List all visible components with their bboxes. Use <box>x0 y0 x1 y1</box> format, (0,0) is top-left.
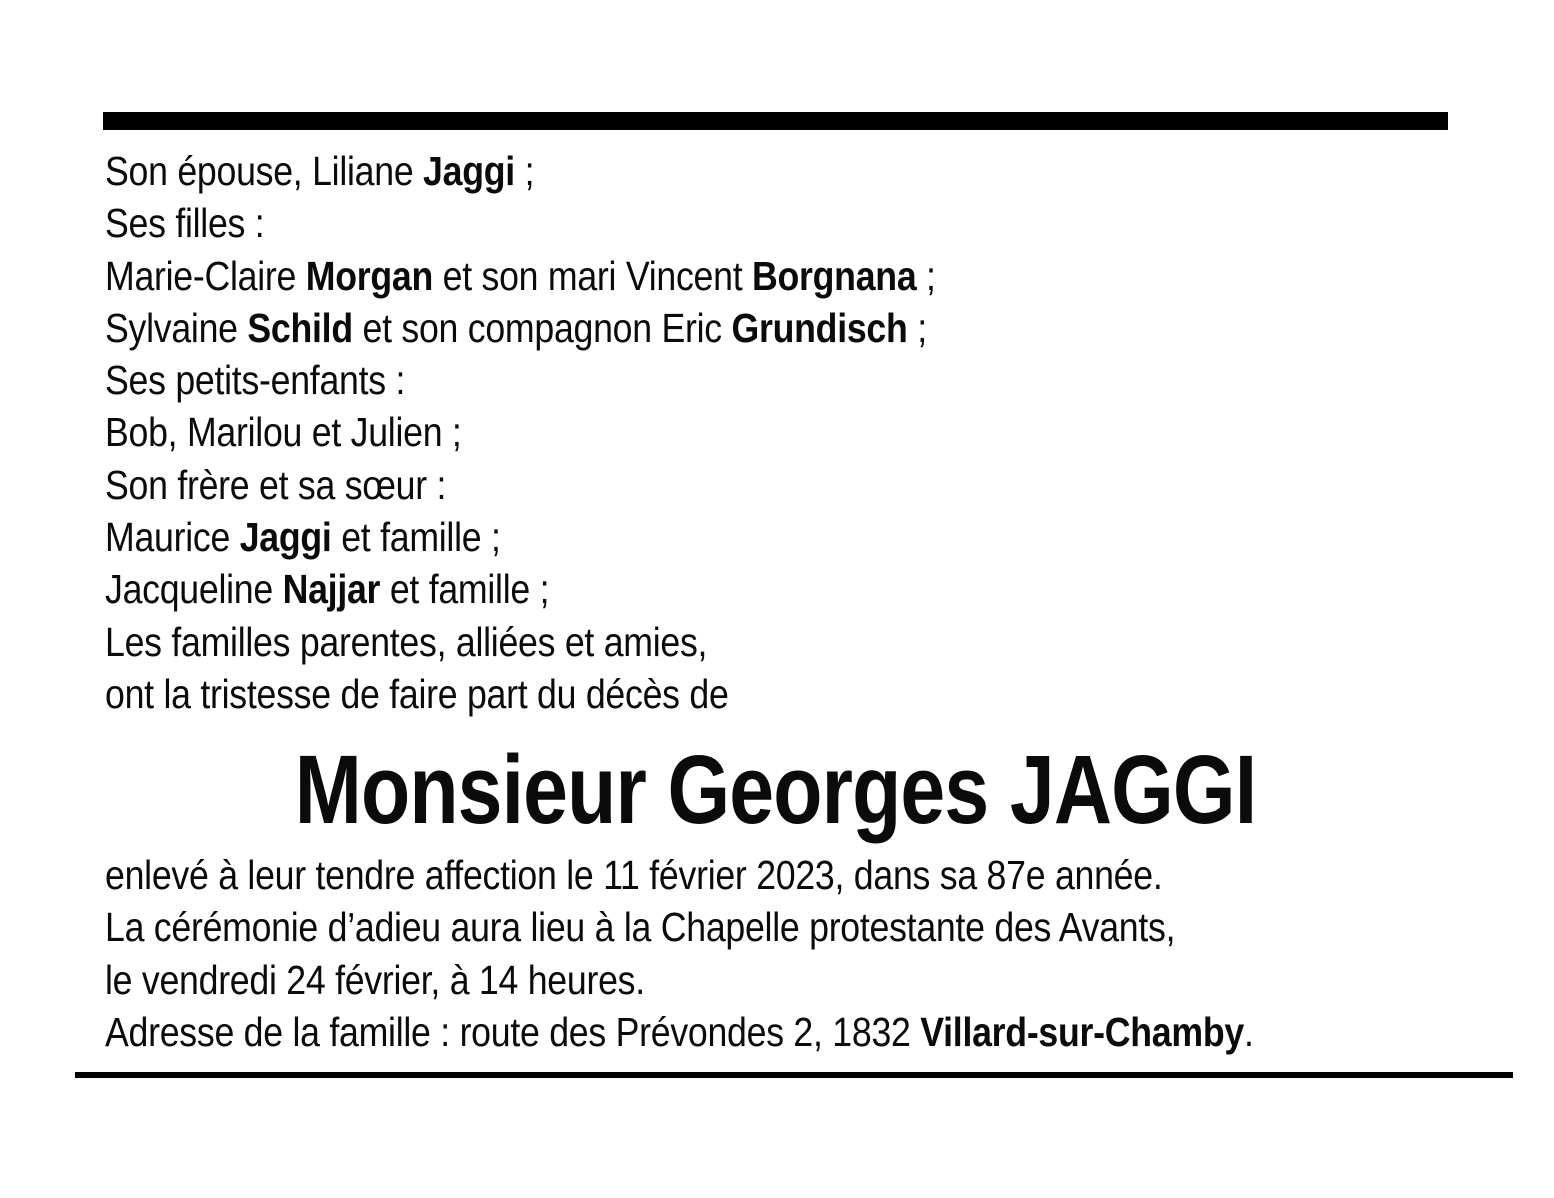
family-intro-block <box>105 145 936 720</box>
ceremony-line <box>105 1006 1254 1058</box>
family-line <box>105 145 936 197</box>
notice-text: La cérémonie d’adieu aura lieu à la Chapelle protestante des Avants, <box>105 904 1176 951</box>
notice-text: le vendredi 24 février, à 14 heures. <box>105 956 645 1003</box>
ceremony-line <box>105 954 1254 1006</box>
surname-bold-text: Morgan <box>305 252 433 299</box>
notice-text: Les familles parentes, alliées et amies, <box>105 618 708 665</box>
family-line <box>105 668 936 720</box>
notice-text: Ses filles : <box>105 200 265 247</box>
surname-bold-text: Najjar <box>282 566 381 613</box>
family-line <box>105 563 936 615</box>
notice-text: . <box>1243 1008 1254 1055</box>
notice-text: Adresse de la famille : route des Prévondes 2, 1832 <box>105 1008 921 1055</box>
notice-text: et famille ; <box>380 566 550 613</box>
notice-text: enlevé à leur tendre affection le 11 février 2023, dans sa 87e année. <box>105 852 1163 898</box>
notice-text: ont la tristesse de faire part du décès de <box>105 670 729 717</box>
top-rule <box>103 112 1448 130</box>
notice-text: Son épouse, Liliane <box>105 148 424 194</box>
notice-text: Marie-Claire <box>105 252 306 299</box>
surname-bold-text: Grundisch <box>731 304 908 351</box>
family-line <box>105 354 936 406</box>
notice-text: Jacqueline <box>105 566 283 613</box>
family-line <box>105 511 936 563</box>
notice-text: et son mari Vincent <box>432 252 753 299</box>
surname-bold-text: Schild <box>247 304 353 351</box>
surname-bold-text: Borgnana <box>752 252 917 299</box>
bottom-rule <box>75 1072 1513 1078</box>
family-line <box>105 406 936 458</box>
notice-text: ; <box>514 148 535 194</box>
notice-text: et son compagnon Eric <box>352 304 732 351</box>
family-line <box>105 459 936 511</box>
deceased-name-title: Monsieur Georges JAGGI <box>294 735 1257 844</box>
surname-bold-text: Jaggi <box>423 148 515 194</box>
notice-text: Son frère et sa sœur : <box>105 461 447 508</box>
notice-text: ; <box>907 304 927 351</box>
notice-text: Maurice <box>105 514 240 561</box>
notice-text: Ses petits-enfants : <box>105 357 406 404</box>
surname-bold-text: Jaggi <box>239 514 332 561</box>
ceremony-line <box>105 901 1254 953</box>
notice-text: ; <box>916 252 936 299</box>
notice-text: Sylvaine <box>105 304 248 351</box>
notice-text: Bob, Marilou et Julien ; <box>105 409 462 456</box>
family-line <box>105 250 936 302</box>
surname-bold-text: Villard-sur-Chamby <box>920 1008 1244 1055</box>
ceremony-line <box>105 849 1254 901</box>
notice-text: et famille ; <box>331 514 501 561</box>
family-line <box>105 302 936 354</box>
ceremony-details-block <box>105 849 1254 1058</box>
family-line <box>105 197 936 249</box>
family-line <box>105 616 936 668</box>
